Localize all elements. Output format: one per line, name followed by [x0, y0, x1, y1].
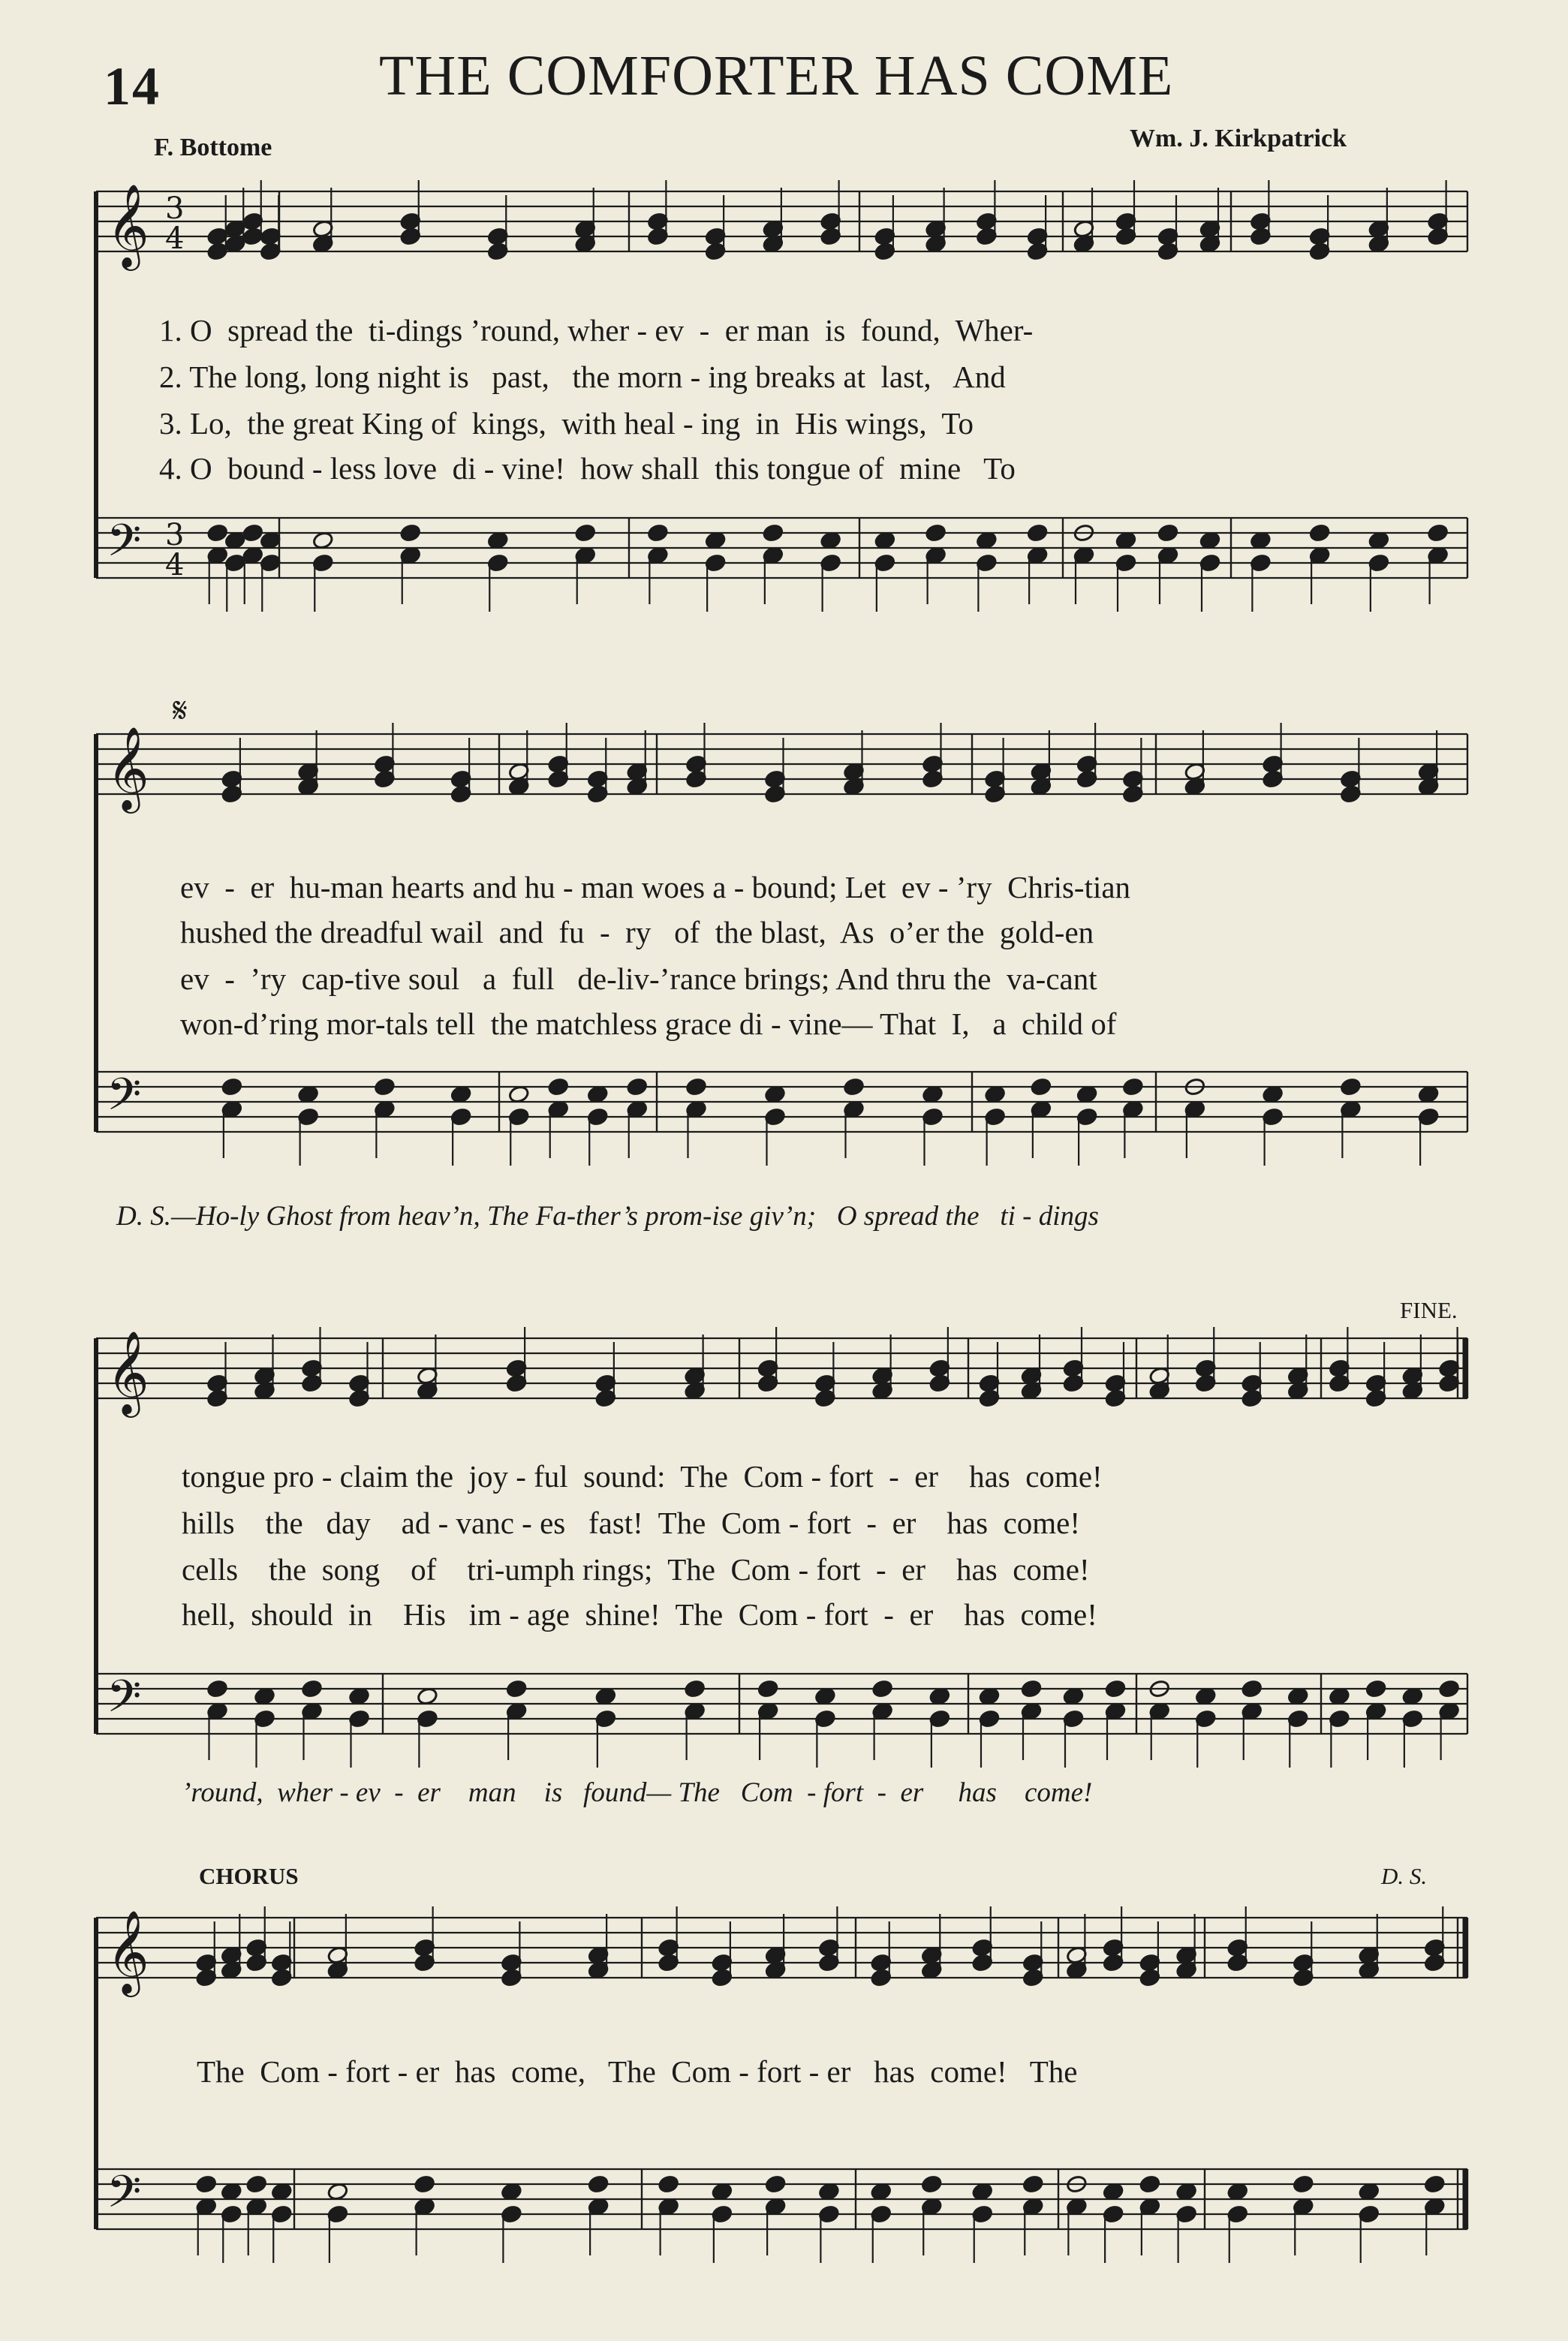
notehead	[348, 1687, 370, 1705]
notehead	[399, 523, 421, 542]
notehead	[1021, 1679, 1043, 1698]
notehead	[254, 1687, 275, 1705]
notehead	[1329, 1687, 1350, 1705]
ds-label: D. S.	[1381, 1863, 1428, 1889]
notehead	[1139, 2174, 1161, 2193]
treble-clef-icon: 𝄞	[107, 1330, 149, 1414]
notehead	[1199, 531, 1221, 549]
verse-3-line-2: ev - ’ry cap-tive soul a full de-liv-’rance brings; And thru the va-cant	[180, 961, 1097, 996]
notehead	[984, 1085, 1006, 1103]
fine-mark: FINE.	[1400, 1297, 1458, 1323]
ds-text-2: ’round, wher - ev - er man is found— The Com - fort - er has come!	[182, 1777, 1093, 1808]
notehead	[647, 523, 669, 542]
notehead	[1365, 1679, 1387, 1698]
time-signature: 4	[165, 221, 185, 256]
bass-clef-icon: 𝄢	[107, 2165, 142, 2228]
notehead	[1175, 2182, 1197, 2201]
verse-1-line-2: ev - er hu-man hearts and hu - man woes a - bound; Let ev - ’ry Chris-tian	[180, 870, 1131, 904]
notehead	[206, 523, 228, 542]
chorus-label: CHORUS	[199, 1863, 299, 1889]
notehead	[1226, 2182, 1248, 2201]
notehead	[763, 523, 784, 542]
bass-clef-icon: 𝄢	[107, 514, 142, 577]
notehead	[1076, 1085, 1098, 1103]
notehead	[1309, 523, 1331, 542]
notehead	[245, 2174, 267, 2193]
notehead	[1427, 523, 1449, 542]
composer: Wm. J. Kirkpatrick	[1130, 125, 1347, 152]
notehead	[221, 1077, 243, 1096]
chorus-refrain: The Com - fort - er has come, The Com - fort - er has come! The	[197, 2054, 1078, 2089]
verse-1-line-3: tongue pro - claim the joy - ful sound: The Com - fort - er has come!	[182, 1459, 1103, 1494]
notehead	[224, 531, 246, 549]
bass-clef-icon: 𝄢	[107, 1670, 142, 1733]
notehead	[374, 1077, 396, 1096]
notehead	[757, 1679, 779, 1698]
notehead	[1418, 1085, 1440, 1103]
notehead	[1103, 2182, 1124, 2201]
notehead	[414, 2174, 435, 2193]
notehead	[547, 1077, 569, 1096]
notehead	[1293, 2174, 1314, 2193]
notehead	[271, 2182, 293, 2201]
notehead	[1287, 1687, 1309, 1705]
notehead	[1262, 1085, 1284, 1103]
notehead	[712, 2182, 733, 2201]
notehead	[1438, 1679, 1460, 1698]
notehead	[221, 2182, 242, 2201]
notehead	[922, 1085, 944, 1103]
notehead	[971, 2182, 993, 2201]
notehead	[1022, 2174, 1044, 2193]
notehead	[501, 2182, 522, 2201]
notehead	[1241, 1679, 1263, 1698]
verse-3-line-1: 3. Lo, the great King of kings, with heal - ing in His wings, To	[159, 406, 974, 441]
notehead	[1122, 1077, 1144, 1096]
notehead	[506, 1679, 528, 1698]
notehead	[929, 1687, 951, 1705]
notehead	[658, 2174, 679, 2193]
notehead	[1031, 1077, 1052, 1096]
verse-4-line-2: won-d’ring mor-tals tell the matchless grace di - vine— That I, a child of	[180, 1007, 1117, 1041]
verse-2-line-1: 2. The long, long night is past, the morn - ing breaks at last, And	[159, 360, 1006, 394]
time-signature: 3	[165, 518, 185, 552]
notehead	[1250, 531, 1272, 549]
verse-2-line-3: hills the day ad - vanc - es fast! The Com - fort - er has come!	[182, 1506, 1081, 1540]
notehead	[1027, 523, 1049, 542]
notehead	[312, 531, 334, 549]
segno-sign: 𝄋	[173, 691, 188, 730]
verse-4-line-3: hell, should in His im - age shine! The Com - fort - er has come!	[182, 1597, 1097, 1632]
verse-1-line-1: 1. O spread the ti-dings ’round, wher - ev - er man is found, Wher-	[159, 313, 1034, 348]
notehead	[1063, 1687, 1085, 1705]
notehead	[820, 531, 841, 549]
notehead	[684, 1679, 706, 1698]
hymn-number: 14	[104, 56, 161, 116]
notehead	[1402, 1687, 1424, 1705]
hymn-title: THE COMFORTER HAS COME	[379, 44, 1174, 107]
notehead	[814, 1687, 836, 1705]
ds-text-1: D. S.—Ho-ly Ghost from heav’n, The Fa-ther’s prom-ise giv’n; O spread the ti - dings	[116, 1201, 1099, 1232]
notehead	[206, 1679, 228, 1698]
notehead	[764, 1085, 786, 1103]
verse-3-line-3: cells the song of tri-umph rings; The Com - fort - er has come!	[182, 1552, 1090, 1587]
notehead	[1424, 2174, 1446, 2193]
notehead	[685, 1077, 707, 1096]
notehead	[588, 2174, 609, 2193]
notehead	[242, 523, 263, 542]
notehead	[327, 2182, 349, 2201]
time-signature: 4	[165, 548, 185, 582]
notehead	[925, 523, 947, 542]
notehead	[1105, 1679, 1127, 1698]
notehead	[450, 1085, 472, 1103]
verse-2-line-2: hushed the dreadful wail and fu - ry of the blast, As o’er the gold-en	[180, 915, 1094, 949]
notehead	[871, 1679, 893, 1698]
notehead	[626, 1077, 648, 1096]
notehead	[765, 2174, 787, 2193]
lyricist: F. Bottome	[154, 134, 272, 161]
notehead	[195, 2174, 217, 2193]
bass-clef-icon: 𝄢	[107, 1068, 142, 1131]
notehead	[1115, 531, 1137, 549]
notehead	[1358, 2182, 1380, 2201]
notehead	[1157, 523, 1179, 542]
treble-clef-icon: 𝄞	[107, 726, 149, 810]
notehead	[260, 531, 281, 549]
notehead	[976, 531, 998, 549]
notehead	[921, 2174, 943, 2193]
notehead	[1195, 1687, 1217, 1705]
notehead	[587, 1085, 609, 1103]
notehead	[874, 531, 896, 549]
treble-clef-icon: 𝄞	[107, 183, 149, 267]
notehead	[843, 1077, 865, 1096]
notehead	[487, 531, 509, 549]
notehead	[979, 1687, 1001, 1705]
notehead	[574, 523, 596, 542]
notehead	[595, 1687, 617, 1705]
notehead	[417, 1687, 438, 1705]
notehead	[705, 531, 727, 549]
notehead	[1368, 531, 1390, 549]
treble-clef-icon: 𝄞	[107, 1909, 149, 1993]
notehead	[818, 2182, 840, 2201]
notehead	[870, 2182, 892, 2201]
time-signature: 3	[165, 191, 185, 226]
notehead	[1340, 1077, 1362, 1096]
verse-4-line-1: 4. O bound - less love di - vine! how shall this tongue of mine To	[159, 451, 1016, 486]
notehead	[301, 1679, 323, 1698]
notehead	[297, 1085, 319, 1103]
notehead	[508, 1085, 530, 1103]
